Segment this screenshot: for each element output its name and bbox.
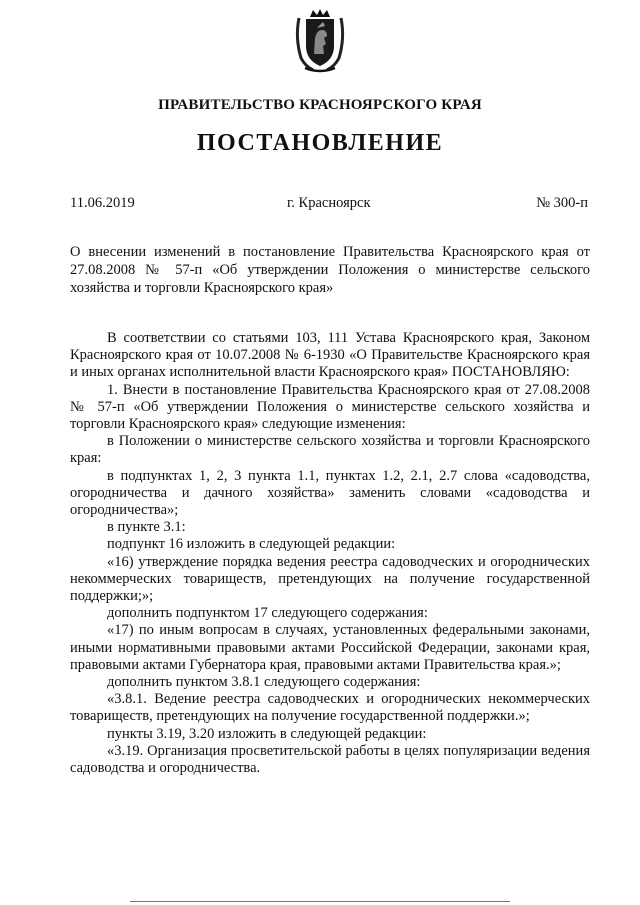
body-paragraph: в пункте 3.1:: [107, 519, 186, 536]
document-city: г. Красноярск: [287, 195, 371, 211]
body-paragraph: дополнить подпунктом 17 следующего содержания:: [107, 605, 428, 622]
document-type-title: ПОСТАНОВЛЕНИЕ: [196, 130, 444, 156]
body-paragraph: «3.19. Организация просветительской работы в целях популяризации ведения садоводства и огородничества.: [70, 742, 590, 777]
body-paragraph: пункты 3.19, 3.20 изложить в следующей редакции:: [107, 725, 427, 742]
document-body: [70, 330, 590, 777]
body-paragraph: «3.8.1. Ведение реестра садоводческих и огороднических некоммерческих товариществ, претендующих на получение государственной поддержки.»;: [70, 691, 590, 725]
document-date: 11.06.2019: [70, 195, 135, 211]
body-paragraph: в подпунктах 1, 2, 3 пункта 1.1, пунктах 1.2, 2.1, 2.7 слова «садоводства, огородничества и дачного хозяйства» заменить словами «садоводства и огородничества»;: [70, 467, 590, 519]
body-paragraph: «17) по иным вопросам в случаях, установленных федеральными законами, иными нормативными правовыми актами Российской Федерации, законами края, правовыми актами Губернатора края, правовыми актами Правительства края.»;: [70, 622, 590, 673]
body-paragraph: в Положении о министерстве сельского хозяйства и торговли Красноярского края:: [70, 433, 590, 467]
body-paragraph: 1. Внести в постановление Правительства Красноярского края от 27.08.2008 № 57-п «Об утверждении Положения о министерстве сельского хозяйства и торговли Красноярского края» следующие изменения:: [70, 381, 590, 433]
body-paragraph: В соответствии со статьями 103, 111 Устава Красноярского края, Законом Красноярского края от 10.07.2008 № 6-1930 «О Правительстве Красноярского края и иных органах исполнительной власти Красноярского края» ПОСТАНОВЛЯЮ:: [70, 330, 590, 381]
document-meta: [70, 195, 588, 213]
document-number: № 300-п: [536, 195, 588, 211]
body-paragraph: подпункт 16 изложить в следующей редакции:: [107, 536, 396, 553]
page-bottom-divider: [130, 901, 510, 902]
body-paragraph: дополнить пунктом 3.8.1 следующего содержания:: [107, 674, 421, 691]
document-subject: О внесении изменений в постановление Правительства Красноярского края от 27.08.2008 № 57-п «Об утверждении Положения о министерстве сельского хозяйства и торговли Красноярского края»: [70, 244, 590, 296]
coat-of-arms-icon: [293, 8, 347, 74]
body-paragraph: «16) утверждение порядка ведения реестра садоводческих и огороднических некоммерческих товариществ, претендующих на получение государственной поддержки;»;: [70, 553, 590, 605]
government-name: ПРАВИТЕЛЬСТВО КРАСНОЯРСКОГО КРАЯ: [158, 97, 482, 113]
